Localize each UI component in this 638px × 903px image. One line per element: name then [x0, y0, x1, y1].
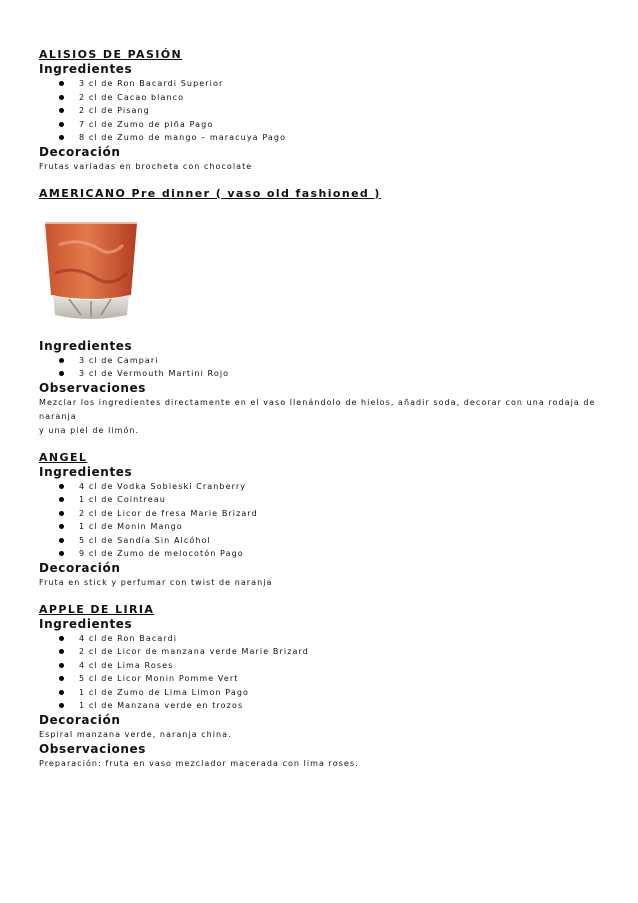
- list-item: [58, 520, 599, 534]
- bullet-icon: [59, 81, 64, 86]
- list-item: [58, 77, 599, 91]
- ingredients-list: [39, 77, 599, 145]
- ingredient-text: 2 cl de Licor de fresa Marie Brizard: [79, 508, 258, 518]
- ingredient-text: 4 cl de Ron Bacardi: [79, 633, 178, 643]
- bullet-icon: [59, 690, 64, 695]
- decoration-text: Fruta en stick y perfumar con twist de naranja: [39, 577, 273, 587]
- recipe-alisios-de-pasion: [39, 48, 599, 174]
- list-item: [58, 632, 599, 646]
- bullet-icon: [59, 135, 64, 140]
- observations-text: Mezclar los ingredientes directamente en el vaso llenándolo de hielos, añadir soda, decorar con una rodaja de naranja: [39, 397, 596, 421]
- ingredients-list: [39, 480, 599, 561]
- ingredient-text: 4 cl de Vodka Sobieski Cranberry: [79, 481, 247, 491]
- observations-text: Preparación: fruta en vaso mezclador macerada con lima roses.: [39, 758, 359, 768]
- recipe-title: ANGEL: [39, 450, 88, 464]
- ingredient-text: 1 cl de Zumo de Lima Limon Pago: [79, 687, 250, 697]
- bullet-icon: [59, 538, 64, 543]
- ingredient-text: 4 cl de Lima Roses: [79, 660, 174, 670]
- old-fashioned-glass-icon: [39, 215, 143, 325]
- decoration-text: Frutas variadas en brocheta con chocolate: [39, 161, 253, 171]
- ingredients-list: [39, 354, 599, 381]
- bullet-icon: [59, 108, 64, 113]
- ingredient-text: 3 cl de Vermouth Martini Rojo: [79, 369, 230, 378]
- list-item: [58, 354, 599, 368]
- recipe-title: AMERICANO Pre dinner ( vaso old fashioned ): [39, 186, 381, 200]
- list-item: [58, 547, 599, 561]
- list-item: [58, 367, 599, 381]
- list-item: [58, 507, 599, 521]
- bullet-icon: [59, 636, 64, 641]
- ingredient-text: 3 cl de Campari: [79, 355, 159, 365]
- decoration-text: Espiral manzana verde, naranja china.: [39, 729, 232, 739]
- bullet-icon: [59, 358, 64, 363]
- observations-text: y una piel de limón.: [39, 425, 140, 435]
- recipe-page: [39, 48, 599, 771]
- ingredient-text: 2 cl de Pisang: [79, 106, 150, 115]
- bullet-icon: [59, 524, 64, 529]
- list-item: [58, 659, 599, 673]
- ingredient-text: 1 cl de Cointreau: [79, 495, 166, 504]
- list-item: [58, 534, 599, 548]
- recipe-title: APPLE DE LIRIA: [39, 602, 155, 616]
- ingredient-text: 7 cl de Zumo de piña Pago: [79, 119, 214, 129]
- list-item: [58, 672, 599, 686]
- bullet-icon: [59, 95, 64, 100]
- bullet-icon: [59, 551, 64, 556]
- bullet-icon: [59, 676, 64, 681]
- bullet-icon: [59, 649, 64, 654]
- list-item: [58, 686, 599, 700]
- observations-heading: Observaciones: [39, 741, 147, 756]
- list-item: [58, 104, 599, 118]
- ingredients-heading: Ingredientes: [39, 62, 133, 76]
- bullet-icon: [59, 371, 64, 376]
- list-item: [58, 91, 599, 105]
- ingredient-text: 1 cl de Manzana verde en trozos: [79, 701, 244, 710]
- ingredient-text: 2 cl de Cacao blanco: [79, 92, 185, 102]
- ingredient-text: 8 cl de Zumo de mango – maracuya Pago: [79, 133, 287, 142]
- ingredients-heading: Ingredientes: [39, 338, 133, 353]
- bullet-icon: [59, 511, 64, 516]
- bullet-icon: [59, 122, 64, 127]
- decoration-heading: Decoración: [39, 560, 121, 575]
- observations-heading: Observaciones: [39, 380, 147, 395]
- recipe-americano: [39, 187, 599, 438]
- ingredients-heading: Ingredientes: [39, 616, 133, 631]
- ingredient-text: 3 cl de Ron Bacardi Superior: [79, 79, 224, 88]
- decoration-heading: Decoración: [39, 144, 121, 159]
- ingredients-list: [39, 632, 599, 713]
- recipe-angel: [39, 451, 599, 590]
- ingredient-text: 2 cl de Licor de manzana verde Marie Brizard: [79, 647, 309, 656]
- bullet-icon: [59, 497, 64, 502]
- list-item: [58, 493, 599, 507]
- ingredient-text: 1 cl de Monin Mango: [79, 522, 183, 531]
- bullet-icon: [59, 663, 64, 668]
- cocktail-image: [39, 201, 599, 339]
- list-item: [58, 131, 599, 145]
- ingredient-text: 9 cl de Zumo de melocotón Pago: [79, 549, 244, 558]
- list-item: [58, 699, 599, 713]
- list-item: [58, 480, 599, 494]
- recipe-apple-de-liria: [39, 603, 599, 771]
- bullet-icon: [59, 703, 64, 708]
- list-item: [58, 118, 599, 132]
- bullet-icon: [59, 484, 64, 489]
- ingredient-text: 5 cl de Licor Monin Pomme Vert: [79, 674, 239, 683]
- ingredient-text: 5 cl de Sandía Sin Alcóhol: [79, 535, 211, 545]
- recipe-title: ALISIOS DE PASIÓN: [39, 48, 183, 61]
- ingredients-heading: Ingredientes: [39, 464, 133, 479]
- decoration-heading: Decoración: [39, 712, 121, 727]
- list-item: [58, 645, 599, 659]
